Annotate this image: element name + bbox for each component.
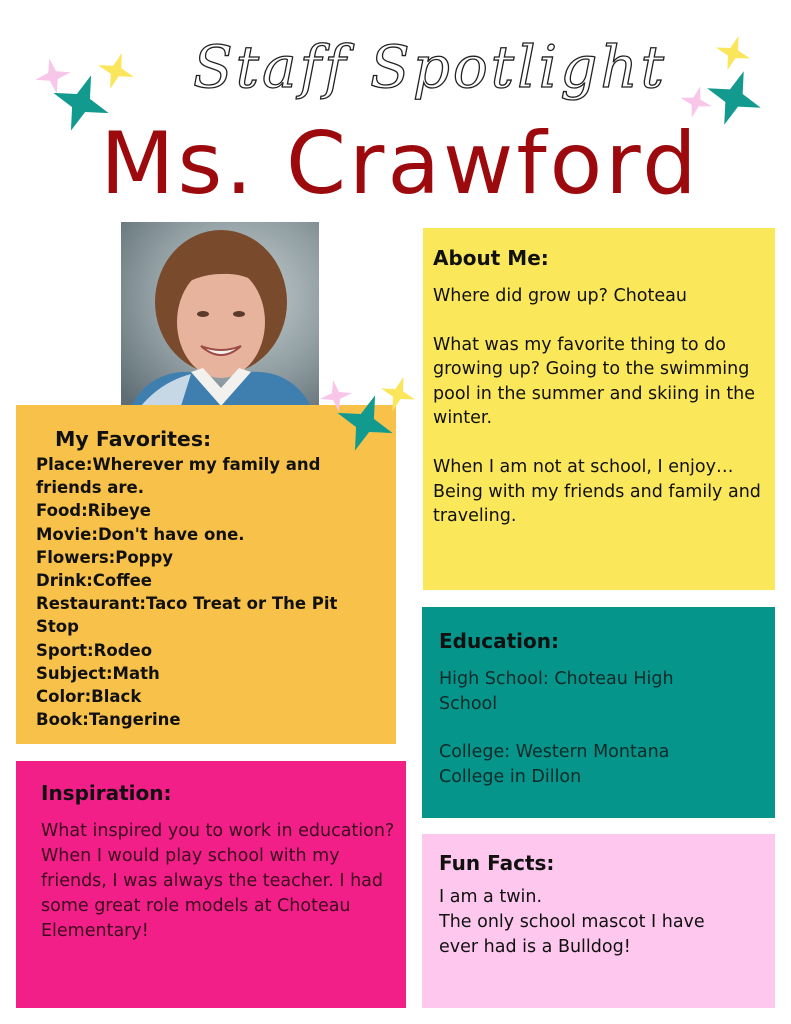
favorite-subject: Subject:Math [36,663,160,683]
my-favorites-heading: My Favorites: [55,427,212,451]
about-me-paragraph-1: Where did grow up? Choteau [433,286,687,306]
staff-spotlight-title: Staff Spotlight [193,33,667,101]
favorite-flowers: Flowers:Poppy [36,547,174,567]
fun-fact-2: The only school mascot I have ever had is a Bulldog! [439,912,705,957]
about-me-panel [423,228,775,590]
staff-photo [121,222,319,406]
education-heading: Education: [439,629,559,653]
favorite-place: Place:Wherever my family and friends are. [36,455,321,498]
fun-fact-1: I am a twin. [439,887,543,907]
favorite-restaurant: Restaurant:Taco Treat or The Pit Stop [36,594,338,637]
staff-name-title: Ms. Crawford [100,114,700,214]
star-teal-icon [334,392,396,454]
favorite-sport: Sport:Rodeo [36,640,153,660]
favorite-movie: Movie:Don't have one. [36,524,245,544]
inspiration-heading: Inspiration: [41,781,172,805]
favorite-color: Color:Black [36,687,142,707]
star-yellow-icon [713,33,753,73]
favorite-food: Food:Ribeye [36,501,151,521]
education-high-school: High School: Choteau High School [439,669,674,714]
my-favorites-panel [16,405,396,744]
inspiration-panel [16,761,406,1008]
fun-facts-panel [422,834,775,1008]
education-college: College: Western Montana College in Dillon [439,742,670,787]
about-me-paragraph-2: What was my favorite thing to do growing up? Going to the swimming pool in the summer and skiing in the winter. [433,334,756,429]
about-me-paragraph-3: When I am not at school, I enjoy… Being with my friends and family and traveling. [433,456,761,527]
education-panel [422,607,775,818]
portrait-image [121,222,319,406]
fun-facts-heading: Fun Facts: [439,851,555,875]
about-me-heading: About Me: [433,246,549,270]
favorite-book: Book:Tangerine [36,710,181,730]
inspiration-text: What inspired you to work in education? When I would play school with my friends, I was always the teacher. I had some great role models at Choteau Elementary! [41,821,395,941]
favorite-drink: Drink:Coffee [36,571,152,591]
